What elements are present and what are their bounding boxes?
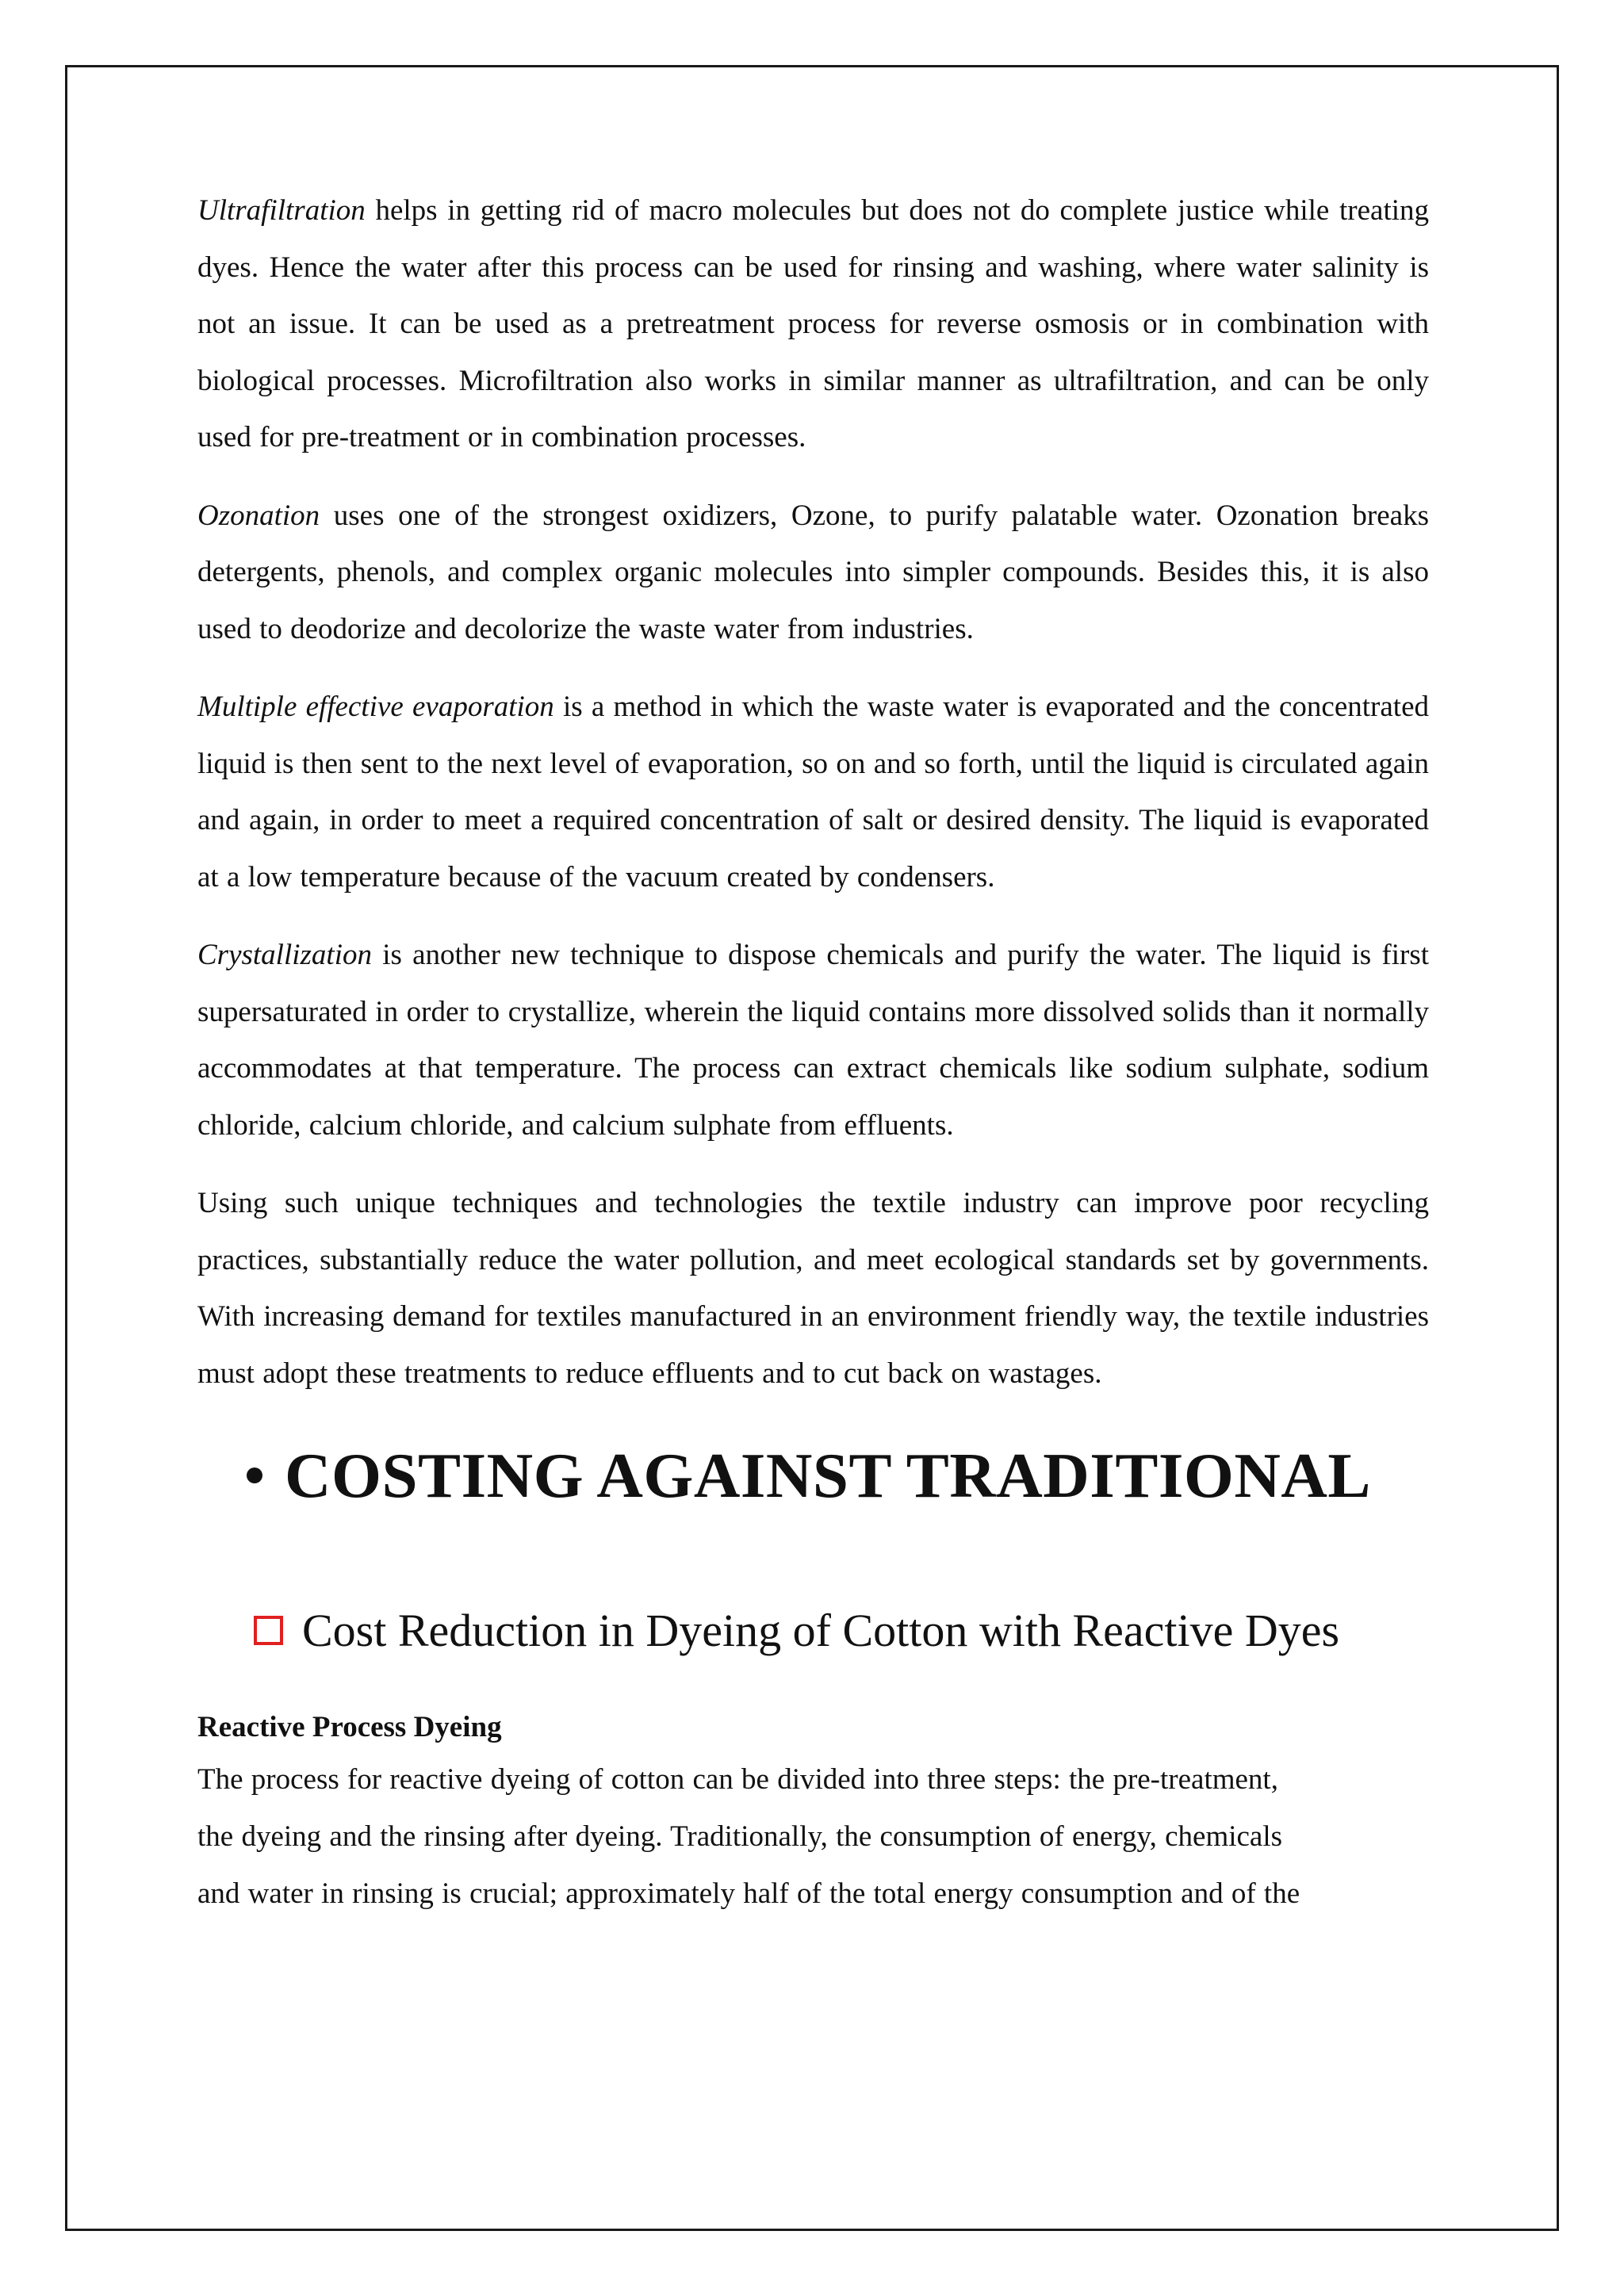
section-line: The process for reactive dyeing of cotton can be divided into three steps: the pre-treatment, bbox=[197, 1763, 1278, 1796]
paragraph-crystallization bbox=[197, 927, 1429, 1154]
paragraph-ozonation bbox=[197, 488, 1429, 658]
checkbox-icon bbox=[254, 1616, 283, 1645]
paragraph-text: Using such unique techniques and technologies the textile industry can improve poor recycling practices, substantially reduce the water pollution, and meet ecological standards set by governments. With increasing demand for textiles manufactured in an environment friendly way, the textile industries must adopt these treatments to reduce effluents and to cut back on wastages. bbox=[197, 1187, 1429, 1390]
section-title: Reactive Process Dyeing bbox=[197, 1711, 502, 1743]
paragraph-ultrafiltration bbox=[197, 182, 1429, 466]
sub-heading bbox=[197, 1598, 1429, 1662]
term-ultrafiltration: Ultrafiltration bbox=[197, 194, 366, 227]
section-line: and water in rinsing is crucial; approximately half of the total energy consumption and of the bbox=[197, 1877, 1300, 1910]
paragraph-evaporation bbox=[197, 679, 1429, 905]
term-ozonation: Ozonation bbox=[197, 499, 320, 532]
paragraph-reactive-process bbox=[197, 1751, 1429, 1923]
paragraph-conclusion bbox=[197, 1175, 1429, 1402]
paragraph-text: is another new technique to dispose chemicals and purify the water. The liquid is first supersaturated in order to crystallize, wherein the liquid contains more dissolved solids than it normally accommodates at that temperature. The process can extract chemicals like sodium sulphate, sodium chloride, calcium chloride, and calcium sulphate from effluents. bbox=[197, 939, 1429, 1142]
paragraph-text: helps in getting rid of macro molecules but does not do complete justice while treating dyes. Hence the water after this process can be used for rinsing and washing, where water salinity is not an issue. It can be used as a pretreatment process for reverse osmosis or in combination with biological processes. Microfiltration also works in similar manner as ultrafiltration, and can be only used for pre-treatment or in combination processes. bbox=[197, 194, 1429, 453]
term-crystallization: Crystallization bbox=[197, 939, 372, 971]
main-heading bbox=[197, 1436, 1429, 1515]
main-heading-text: COSTING AGAINST TRADITIONAL bbox=[285, 1439, 1371, 1511]
section-line: the dyeing and the rinsing after dyeing. Traditionally, the consumption of energy, chemicals bbox=[197, 1820, 1283, 1853]
term-evaporation: Multiple effective evaporation bbox=[197, 691, 554, 723]
paragraph-text: uses one of the strongest oxidizers, Ozone, to purify palatable water. Ozonation breaks detergents, phenols, and complex organic molecules into simpler compounds. Besides this, it is also used to deodorize and decolorize the waste water from industries. bbox=[197, 499, 1429, 645]
bullet-icon bbox=[247, 1468, 262, 1483]
sub-heading-text: Cost Reduction in Dyeing of Cotton with Reactive Dyes bbox=[302, 1604, 1340, 1656]
document-body bbox=[197, 182, 1429, 1923]
paragraph-text: is a method in which the waste water is evaporated and the concentrated liquid is then sent to the next level of evaporation, so on and so forth, until the liquid is circulated again and again, in order to meet a required concentration of salt or desired density. The liquid is evaporated at a low temperature because of the vacuum created by condensers. bbox=[197, 691, 1429, 894]
